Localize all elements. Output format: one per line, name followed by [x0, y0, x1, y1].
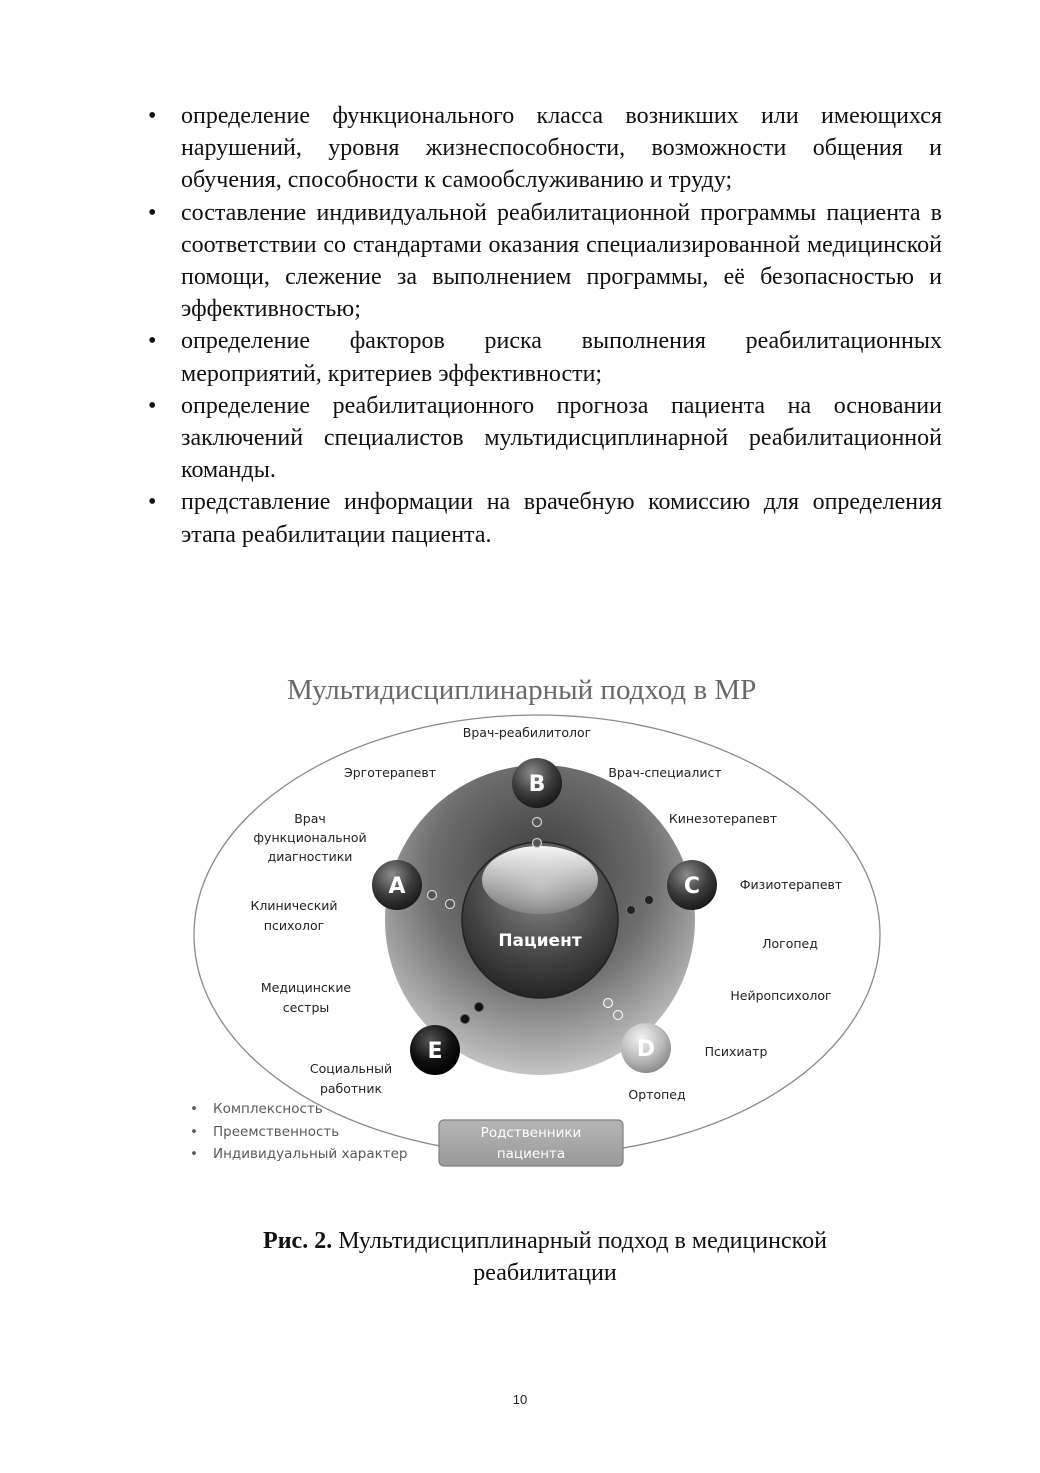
bullet-marker: • [148, 392, 157, 419]
list-item [148, 486, 942, 550]
connector-dot [428, 891, 437, 900]
label-clin-psy-2: психолог [263, 918, 325, 933]
label-social-1: Социальный [309, 1061, 393, 1076]
node-letter: A [388, 874, 406, 899]
caption-text-1: Мультидисциплинарный подход в медицинской [332, 1228, 827, 1254]
bullet-list [148, 100, 942, 551]
relatives-label-2: пациента [496, 1146, 566, 1162]
principle-item: Индивидуальный характер [213, 1146, 408, 1162]
list-item-text: определение факторов риска выполнения реабилитационных мероприятий, критериев эффективности; [181, 328, 942, 387]
principles-list [190, 1101, 408, 1162]
label-nurses-1: Медицинские [260, 980, 352, 995]
label-physiotherapist: Физиотерапевт [739, 877, 843, 892]
diagram-title: Мультидисциплинарный подход в МР [287, 674, 757, 706]
principle-item: Комплексность [213, 1101, 323, 1117]
connector-dot [645, 896, 654, 905]
patient-label: Пациент [498, 931, 582, 951]
connector-dot [533, 839, 542, 848]
connector-dot [533, 818, 542, 827]
relatives-box [439, 1120, 623, 1166]
figure-caption [150, 1225, 940, 1289]
relatives-label-1: Родственники [480, 1125, 582, 1141]
list-item-text: определение реабилитационного прогноза пациента на основании заключений специалистов мультидисциплинарной реабилитационной команды. [181, 392, 942, 484]
connector-dot [614, 1011, 623, 1020]
connector-dot [446, 900, 455, 909]
label-ergotherapist: Эрготерапевт [344, 765, 436, 780]
label-kinezotherapist: Кинезотерапевт [668, 811, 778, 826]
connector-dot [461, 1015, 470, 1024]
diagram-figure [185, 665, 925, 1185]
caption-label: Рис. 2. [263, 1228, 333, 1254]
node-b [512, 758, 562, 808]
label-psychiatrist: Психиатр [704, 1044, 768, 1059]
bullet-marker: • [148, 103, 157, 129]
list-item-text: определение функционального класса возникших или имеющихся нарушений, уровня жизнеспособности, возможности общения и обучения, способности к самообслуживанию и труду; [181, 103, 942, 194]
label-specialist-doctor: Врач-специалист [608, 765, 722, 780]
node-letter: B [528, 772, 546, 797]
bullet-marker: • [148, 199, 157, 226]
principle-bullet: • [190, 1146, 198, 1162]
label-nurses-2: сестры [282, 1000, 330, 1015]
label-func-diag-2: функциональной [253, 830, 367, 845]
bullet-marker: • [148, 489, 157, 516]
label-func-diag-3: диагностики [267, 849, 353, 864]
principle-bullet: • [190, 1101, 198, 1117]
label-social-2: работник [319, 1081, 383, 1096]
list-item-text: составление индивидуальной реабилитационной программы пациента в соответствии со стандартами оказания специализированной медицинской помощи, слежение за выполнением программы, её безопасностью и эффективностью; [181, 199, 942, 323]
node-letter: D [636, 1037, 656, 1062]
connector-dot [604, 999, 613, 1008]
page-number: 10 [512, 1392, 528, 1407]
principle-bullet: • [190, 1124, 198, 1140]
node-d [621, 1023, 671, 1073]
node-letter: E [427, 1039, 443, 1064]
label-orthoped: Ортопед [628, 1087, 686, 1102]
diagram-svg [185, 665, 925, 1185]
caption-line-1 [150, 1225, 940, 1257]
node-c [667, 860, 717, 910]
caption-line-2: реабилитации [473, 1260, 617, 1286]
node-a [372, 860, 422, 910]
connector-dot [627, 906, 636, 915]
patient-highlight [482, 846, 598, 914]
label-logoped: Логопед [762, 936, 818, 951]
list-item [148, 197, 942, 326]
list-item [148, 390, 942, 487]
node-letter: C [683, 874, 701, 899]
bullet-marker: • [148, 328, 157, 355]
node-e [410, 1025, 460, 1075]
list-item [148, 325, 942, 389]
connector-dot [475, 1003, 484, 1012]
list-item-text: представление информации на врачебную комиссию для определения этапа реабилитации пациента. [181, 489, 942, 548]
principle-item: Преемственность [213, 1124, 340, 1140]
label-clin-psy-1: Клинический [250, 898, 338, 913]
label-rehab-doctor: Врач-реабилитолог [462, 725, 592, 740]
label-func-diag-1: Врач [294, 811, 326, 826]
label-neuropsychologist: Нейропсихолог [730, 988, 832, 1003]
list-item [148, 100, 942, 197]
